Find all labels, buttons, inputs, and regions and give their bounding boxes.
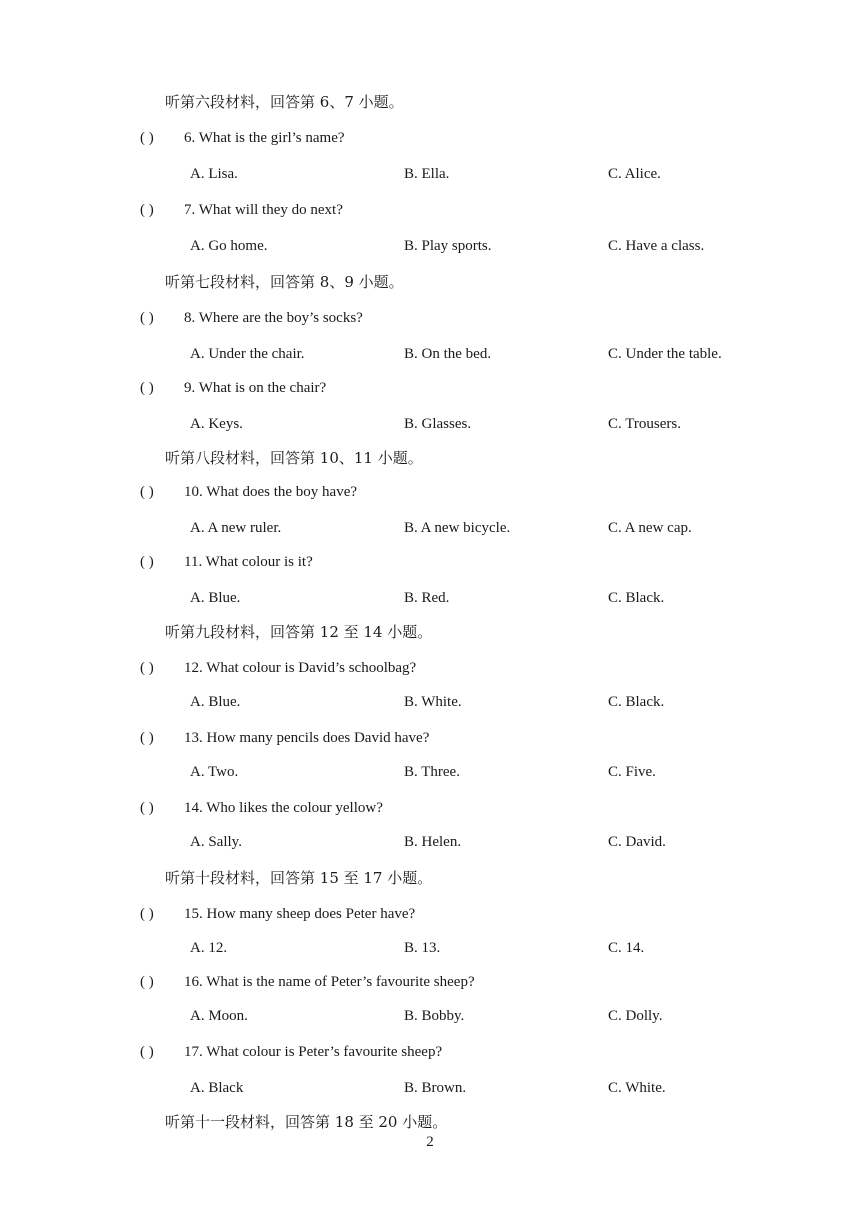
answer-option: A. A new ruler.	[190, 520, 282, 536]
answer-option: A. Two.	[190, 764, 239, 780]
question-text: 13. How many pencils does David have?	[184, 730, 430, 746]
question-text: 15. How many sheep does Peter have?	[184, 906, 416, 922]
answer-option: B. Brown.	[404, 1080, 467, 1096]
question	[140, 972, 475, 992]
question	[140, 552, 313, 572]
answer-blank[interactable]: ( )	[140, 380, 154, 396]
question-text: 16. What is the name of Peter’s favourite sheep?	[184, 974, 475, 990]
answer-blank[interactable]: ( )	[140, 310, 154, 326]
answer-blank[interactable]: ( )	[140, 130, 154, 146]
answer-option: B. White.	[404, 694, 462, 710]
section-instruction: 听第七段材料，回答第 8、9 小题。	[165, 273, 404, 291]
answer-blank[interactable]: ( )	[140, 554, 154, 570]
question-text: 8. Where are the boy’s socks?	[184, 310, 363, 326]
section-instruction: 听第十一段材料，回答第 18 至 20 小题。	[165, 1113, 448, 1131]
answer-option: C. Trousers.	[608, 416, 681, 432]
answer-option: C. Black.	[608, 694, 665, 710]
answer-option: C. Black.	[608, 590, 665, 606]
question-text: 12. What colour is David’s schoolbag?	[184, 660, 417, 676]
answer-option: A. 12.	[190, 940, 228, 956]
question-text: 7. What will they do next?	[184, 202, 343, 218]
question	[140, 798, 383, 818]
question	[140, 200, 343, 220]
section-instruction: 听第九段材料，回答第 12 至 14 小题。	[165, 623, 433, 641]
answer-blank[interactable]: ( )	[140, 906, 154, 922]
answer-option: A. Under the chair.	[190, 346, 305, 362]
section-instruction: 听第十段材料，回答第 15 至 17 小题。	[165, 869, 433, 887]
answer-option: B. Glasses.	[404, 416, 472, 432]
question-text: 9. What is on the chair?	[184, 380, 327, 396]
answer-blank[interactable]: ( )	[140, 730, 154, 746]
answer-option: A. Blue.	[190, 590, 241, 606]
question	[140, 482, 357, 502]
answer-option: C. Dolly.	[608, 1008, 663, 1024]
answer-option: B. 13.	[404, 940, 441, 956]
question	[140, 1042, 442, 1062]
answer-option: A. Blue.	[190, 694, 241, 710]
answer-option: C. Have a class.	[608, 238, 705, 254]
section-instruction: 听第八段材料，回答第 10、11 小题。	[165, 449, 423, 467]
answer-option: B. Red.	[404, 590, 450, 606]
answer-option: A. Keys.	[190, 416, 243, 432]
question	[140, 904, 415, 924]
question-text: 10. What does the boy have?	[184, 484, 358, 500]
question	[140, 128, 345, 148]
answer-option: C. Five.	[608, 764, 656, 780]
answer-option: B. On the bed.	[404, 346, 492, 362]
answer-blank[interactable]: ( )	[140, 1044, 154, 1060]
section-instruction: 听第六段材料，回答第 6、7 小题。	[165, 93, 404, 111]
answer-blank[interactable]: ( )	[140, 660, 154, 676]
answer-option: C. Under the table.	[608, 346, 722, 362]
answer-option: C. David.	[608, 834, 666, 850]
answer-option: A. Lisa.	[190, 166, 238, 182]
answer-option: A. Black	[190, 1080, 244, 1096]
question	[140, 728, 429, 748]
question-text: 6. What is the girl’s name?	[184, 130, 345, 146]
answer-option: B. Ella.	[404, 166, 450, 182]
answer-blank[interactable]: ( )	[140, 202, 154, 218]
answer-option: B. Bobby.	[404, 1008, 465, 1024]
answer-option: C. A new cap.	[608, 520, 692, 536]
page-number: 2	[426, 1134, 434, 1150]
answer-option: C. White.	[608, 1080, 666, 1096]
answer-option: C. 14.	[608, 940, 645, 956]
answer-blank[interactable]: ( )	[140, 484, 154, 500]
answer-option: B. Play sports.	[404, 238, 492, 254]
answer-option: B. A new bicycle.	[404, 520, 511, 536]
answer-option: A. Sally.	[190, 834, 242, 850]
question-text: 14. Who likes the colour yellow?	[184, 800, 383, 816]
answer-blank[interactable]: ( )	[140, 974, 154, 990]
question-text: 11. What colour is it?	[184, 554, 313, 570]
answer-option: B. Three.	[404, 764, 460, 780]
answer-option: A. Moon.	[190, 1008, 248, 1024]
question	[140, 308, 363, 328]
answer-blank[interactable]: ( )	[140, 800, 154, 816]
question	[140, 658, 416, 678]
answer-option: A. Go home.	[190, 238, 268, 254]
question	[140, 378, 326, 398]
question-text: 17. What colour is Peter’s favourite sheep?	[184, 1044, 443, 1060]
answer-option: B. Helen.	[404, 834, 462, 850]
answer-option: C. Alice.	[608, 166, 661, 182]
